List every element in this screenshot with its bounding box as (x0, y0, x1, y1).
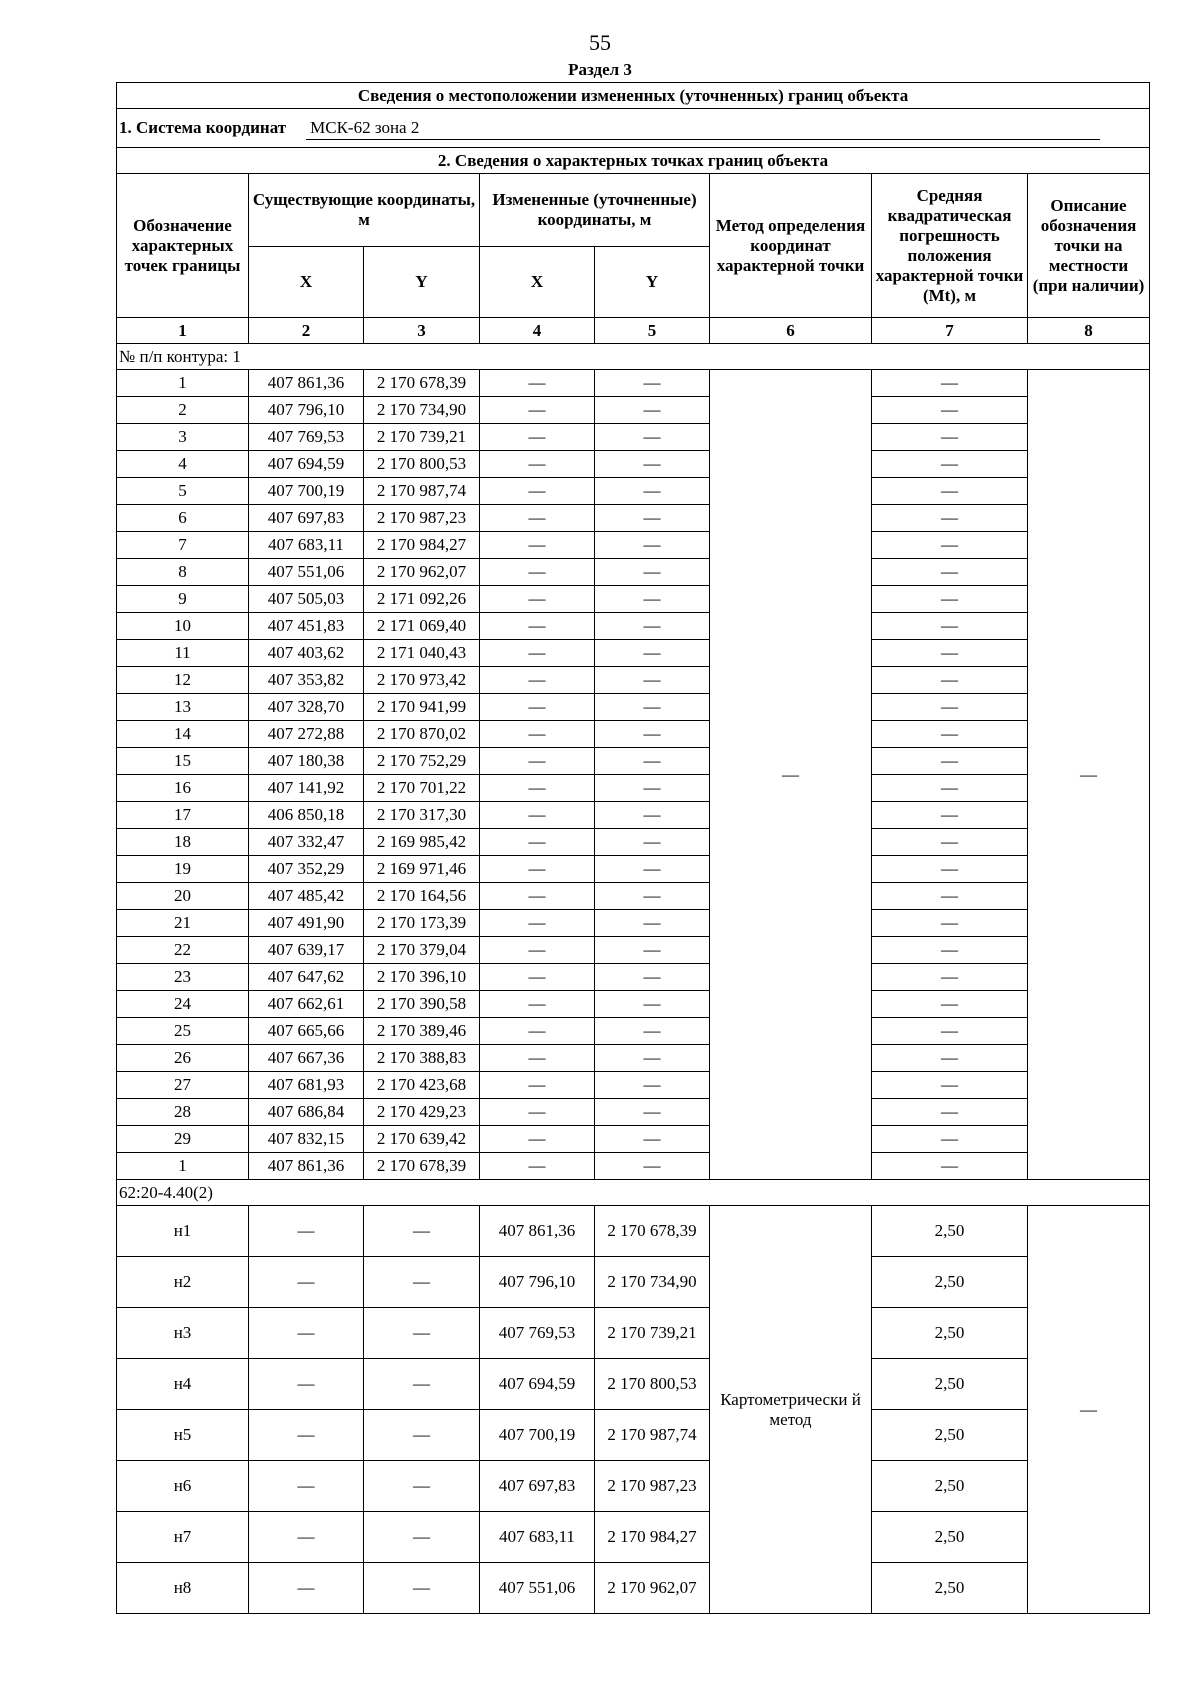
existing-y: — (364, 1308, 480, 1359)
changed-y: — (595, 478, 710, 505)
changed-x: — (480, 1018, 595, 1045)
error-cell: — (872, 991, 1028, 1018)
table-row (117, 532, 1150, 559)
existing-y: 2 170 984,27 (364, 532, 480, 559)
error-cell: — (872, 964, 1028, 991)
changed-y: — (595, 856, 710, 883)
changed-y: — (595, 424, 710, 451)
point-number: 23 (117, 964, 249, 991)
changed-x: — (480, 640, 595, 667)
changed-x: — (480, 829, 595, 856)
point-number: 12 (117, 667, 249, 694)
table-row (117, 1257, 1150, 1308)
error-cell: 2,50 (872, 1308, 1028, 1359)
changed-y: — (595, 694, 710, 721)
error-cell: — (872, 586, 1028, 613)
column-number: 8 (1028, 318, 1150, 344)
changed-y: — (595, 667, 710, 694)
existing-y: 2 170 164,56 (364, 883, 480, 910)
existing-x: 407 485,42 (249, 883, 364, 910)
changed-y: 2 170 800,53 (595, 1359, 710, 1410)
changed-x: — (480, 586, 595, 613)
table-row (117, 424, 1150, 451)
existing-x: 407 667,36 (249, 1045, 364, 1072)
changed-y: 2 170 987,74 (595, 1410, 710, 1461)
changed-x: — (480, 532, 595, 559)
error-cell: 2,50 (872, 1257, 1028, 1308)
existing-x: 407 686,84 (249, 1099, 364, 1126)
table-row (117, 1045, 1150, 1072)
table-row (117, 478, 1150, 505)
existing-y: 2 170 962,07 (364, 559, 480, 586)
point-number: 4 (117, 451, 249, 478)
error-cell: — (872, 370, 1028, 397)
changed-x: — (480, 1126, 595, 1153)
point-number: 24 (117, 991, 249, 1018)
table-row (117, 1126, 1150, 1153)
description-cell: — (1028, 370, 1150, 1180)
changed-y: — (595, 1018, 710, 1045)
existing-x: 407 861,36 (249, 1153, 364, 1180)
point-number: 11 (117, 640, 249, 667)
existing-x: 407 700,19 (249, 478, 364, 505)
existing-y: 2 170 396,10 (364, 964, 480, 991)
description-cell: — (1028, 1206, 1150, 1614)
section-label: Раздел 3 (568, 60, 632, 79)
existing-y: — (364, 1563, 480, 1614)
existing-x: — (249, 1359, 364, 1410)
changed-x: 407 769,53 (480, 1308, 595, 1359)
header-existing-y: Y (364, 247, 480, 318)
column-number: 7 (872, 318, 1028, 344)
table-row (117, 1206, 1150, 1257)
column-number: 3 (364, 318, 480, 344)
existing-x: 407 141,92 (249, 775, 364, 802)
changed-x: — (480, 1045, 595, 1072)
changed-x: 407 697,83 (480, 1461, 595, 1512)
changed-x: — (480, 478, 595, 505)
existing-y: — (364, 1461, 480, 1512)
changed-y: — (595, 937, 710, 964)
changed-y: — (595, 1126, 710, 1153)
changed-x: — (480, 1072, 595, 1099)
coordinate-system-row (117, 109, 1150, 148)
table-row (117, 856, 1150, 883)
existing-y: — (364, 1512, 480, 1563)
table-row (117, 1359, 1150, 1410)
existing-x: 407 180,38 (249, 748, 364, 775)
point-number: 19 (117, 856, 249, 883)
existing-x: — (249, 1308, 364, 1359)
error-cell: — (872, 910, 1028, 937)
changed-y: — (595, 910, 710, 937)
point-number: 2 (117, 397, 249, 424)
table-row (117, 829, 1150, 856)
changed-x: — (480, 991, 595, 1018)
column-number: 1 (117, 318, 249, 344)
existing-x: — (249, 1257, 364, 1308)
changed-y: — (595, 721, 710, 748)
existing-y: — (364, 1206, 480, 1257)
changed-x: — (480, 721, 595, 748)
changed-x: — (480, 748, 595, 775)
existing-x: 407 639,17 (249, 937, 364, 964)
existing-x: 407 647,62 (249, 964, 364, 991)
table-row (117, 694, 1150, 721)
error-cell: — (872, 640, 1028, 667)
table-row (117, 613, 1150, 640)
table-row (117, 721, 1150, 748)
error-cell: — (872, 937, 1028, 964)
changed-x: — (480, 559, 595, 586)
column-number: 4 (480, 318, 595, 344)
changed-x: 407 683,11 (480, 1512, 595, 1563)
error-cell: — (872, 883, 1028, 910)
existing-x: 407 332,47 (249, 829, 364, 856)
table-row (117, 397, 1150, 424)
error-cell: — (872, 424, 1028, 451)
point-number: 5 (117, 478, 249, 505)
changed-x: — (480, 856, 595, 883)
existing-x: 407 681,93 (249, 1072, 364, 1099)
existing-x: 407 328,70 (249, 694, 364, 721)
error-cell: — (872, 559, 1028, 586)
changed-y: — (595, 829, 710, 856)
error-cell: 2,50 (872, 1410, 1028, 1461)
changed-x: — (480, 910, 595, 937)
table-row (117, 802, 1150, 829)
existing-x: 407 662,61 (249, 991, 364, 1018)
existing-y: 2 170 870,02 (364, 721, 480, 748)
point-number: 1 (117, 1153, 249, 1180)
header-method: Метод определения координат характерной точки (710, 174, 872, 318)
changed-x: 407 551,06 (480, 1563, 595, 1614)
error-cell: — (872, 613, 1028, 640)
existing-y: 2 169 971,46 (364, 856, 480, 883)
existing-y: 2 170 429,23 (364, 1099, 480, 1126)
changed-y: — (595, 1072, 710, 1099)
changed-x: — (480, 505, 595, 532)
changed-y: 2 170 739,21 (595, 1308, 710, 1359)
table-row (117, 937, 1150, 964)
coordinate-system-label: 1. Система координат (119, 117, 287, 137)
method-cell: — (710, 370, 872, 1180)
point-number: 15 (117, 748, 249, 775)
changed-y: 2 170 984,27 (595, 1512, 710, 1563)
column-number: 6 (710, 318, 872, 344)
point-number: н6 (117, 1461, 249, 1512)
existing-x: 406 850,18 (249, 802, 364, 829)
table-row (117, 505, 1150, 532)
table-row (117, 910, 1150, 937)
point-number: 7 (117, 532, 249, 559)
point-number: 8 (117, 559, 249, 586)
table-row (117, 748, 1150, 775)
parcel-label: 62:20-4.40(2) (117, 1180, 1150, 1206)
existing-y: 2 170 379,04 (364, 937, 480, 964)
changed-y: — (595, 883, 710, 910)
point-number: 28 (117, 1099, 249, 1126)
existing-y: 2 170 423,68 (364, 1072, 480, 1099)
point-number: н7 (117, 1512, 249, 1563)
table-row (117, 1153, 1150, 1180)
error-cell: 2,50 (872, 1206, 1028, 1257)
changed-y: — (595, 370, 710, 397)
coordinates-table (116, 82, 1150, 1614)
table-row (117, 1072, 1150, 1099)
existing-y: 2 170 734,90 (364, 397, 480, 424)
existing-x: — (249, 1206, 364, 1257)
table-row (117, 1410, 1150, 1461)
header-point-designation: Обозначение характерных точек границы (117, 174, 249, 318)
table-row (117, 586, 1150, 613)
error-cell: 2,50 (872, 1461, 1028, 1512)
point-number: 22 (117, 937, 249, 964)
existing-y: 2 170 987,74 (364, 478, 480, 505)
point-number: н3 (117, 1308, 249, 1359)
method-cell: Картометрически й метод (710, 1206, 872, 1614)
error-cell: — (872, 694, 1028, 721)
point-number: 29 (117, 1126, 249, 1153)
changed-x: — (480, 613, 595, 640)
error-cell: — (872, 1018, 1028, 1045)
point-number: н4 (117, 1359, 249, 1410)
existing-y: 2 170 389,46 (364, 1018, 480, 1045)
table-row (117, 559, 1150, 586)
existing-x: 407 861,36 (249, 370, 364, 397)
existing-x: 407 451,83 (249, 613, 364, 640)
point-number: 6 (117, 505, 249, 532)
header-description: Описание обозначения точки на местности (при наличии) (1028, 174, 1150, 318)
existing-x: 407 694,59 (249, 451, 364, 478)
changed-y: — (595, 748, 710, 775)
existing-x: 407 665,66 (249, 1018, 364, 1045)
column-number: 2 (249, 318, 364, 344)
table-title: Сведения о местоположении измененных (уточненных) границ объекта (117, 83, 1150, 109)
existing-x: — (249, 1563, 364, 1614)
changed-y: — (595, 613, 710, 640)
points-subtitle: 2. Сведения о характерных точках границ объекта (117, 148, 1150, 174)
existing-x: 407 832,15 (249, 1126, 364, 1153)
existing-y: 2 170 941,99 (364, 694, 480, 721)
existing-x: — (249, 1461, 364, 1512)
existing-y: 2 170 752,29 (364, 748, 480, 775)
page-number: 55 (589, 30, 611, 55)
table-row (117, 667, 1150, 694)
existing-y: 2 171 069,40 (364, 613, 480, 640)
changed-y: — (595, 1153, 710, 1180)
error-cell: — (872, 478, 1028, 505)
changed-y: — (595, 397, 710, 424)
error-cell: — (872, 829, 1028, 856)
point-number: н1 (117, 1206, 249, 1257)
existing-x: 407 505,03 (249, 586, 364, 613)
error-cell: — (872, 397, 1028, 424)
header-existing-coords: Существующие координаты, м (249, 174, 480, 247)
existing-y: 2 171 092,26 (364, 586, 480, 613)
header-error: Средняя квадратическая погрешность положения характерной точки (Mt), м (872, 174, 1028, 318)
changed-x: — (480, 802, 595, 829)
error-cell: 2,50 (872, 1512, 1028, 1563)
error-cell: — (872, 505, 1028, 532)
changed-x: — (480, 775, 595, 802)
changed-y: — (595, 802, 710, 829)
changed-x: 407 861,36 (480, 1206, 595, 1257)
point-number: 9 (117, 586, 249, 613)
existing-x: 407 272,88 (249, 721, 364, 748)
point-number: 10 (117, 613, 249, 640)
existing-y: 2 170 800,53 (364, 451, 480, 478)
existing-y: 2 170 701,22 (364, 775, 480, 802)
changed-x: — (480, 397, 595, 424)
existing-x: 407 353,82 (249, 667, 364, 694)
changed-x: — (480, 370, 595, 397)
changed-y: 2 170 734,90 (595, 1257, 710, 1308)
changed-y: — (595, 775, 710, 802)
table-row (117, 640, 1150, 667)
error-cell: 2,50 (872, 1563, 1028, 1614)
point-number: 25 (117, 1018, 249, 1045)
changed-x: — (480, 451, 595, 478)
changed-y: — (595, 1045, 710, 1072)
error-cell: — (872, 1072, 1028, 1099)
changed-y: — (595, 532, 710, 559)
error-cell: — (872, 451, 1028, 478)
point-number: н8 (117, 1563, 249, 1614)
existing-y: — (364, 1359, 480, 1410)
point-number: 14 (117, 721, 249, 748)
existing-x: 407 697,83 (249, 505, 364, 532)
changed-x: — (480, 964, 595, 991)
point-number: 16 (117, 775, 249, 802)
existing-y: 2 170 678,39 (364, 1153, 480, 1180)
existing-x: 407 491,90 (249, 910, 364, 937)
table-row (117, 883, 1150, 910)
table-row (117, 1563, 1150, 1614)
table-row (117, 775, 1150, 802)
existing-x: 407 403,62 (249, 640, 364, 667)
changed-y: — (595, 991, 710, 1018)
existing-y: 2 171 040,43 (364, 640, 480, 667)
point-number: 18 (117, 829, 249, 856)
header-changed-y: Y (595, 247, 710, 318)
existing-x: 407 551,06 (249, 559, 364, 586)
changed-y: 2 170 678,39 (595, 1206, 710, 1257)
existing-x: 407 683,11 (249, 532, 364, 559)
error-cell: — (872, 721, 1028, 748)
changed-x: — (480, 883, 595, 910)
existing-y: — (364, 1410, 480, 1461)
existing-y: 2 170 388,83 (364, 1045, 480, 1072)
changed-y: 2 170 987,23 (595, 1461, 710, 1512)
error-cell: — (872, 667, 1028, 694)
changed-x: 407 796,10 (480, 1257, 595, 1308)
existing-y: 2 170 173,39 (364, 910, 480, 937)
changed-y: — (595, 586, 710, 613)
error-cell: — (872, 1045, 1028, 1072)
error-cell: 2,50 (872, 1359, 1028, 1410)
point-number: 3 (117, 424, 249, 451)
error-cell: — (872, 1153, 1028, 1180)
existing-y: 2 170 739,21 (364, 424, 480, 451)
error-cell: — (872, 775, 1028, 802)
existing-x: — (249, 1410, 364, 1461)
table-body (117, 83, 1150, 1614)
error-cell: — (872, 1099, 1028, 1126)
existing-y: 2 170 639,42 (364, 1126, 480, 1153)
changed-x: — (480, 424, 595, 451)
coordinate-system-value: МСК-62 зона 2 (306, 117, 1100, 140)
existing-y: 2 170 390,58 (364, 991, 480, 1018)
changed-x: 407 700,19 (480, 1410, 595, 1461)
existing-y: — (364, 1257, 480, 1308)
point-number: н5 (117, 1410, 249, 1461)
changed-y: — (595, 964, 710, 991)
header-changed-x: X (480, 247, 595, 318)
changed-x: — (480, 1099, 595, 1126)
changed-y: — (595, 505, 710, 532)
error-cell: — (872, 856, 1028, 883)
table-row (117, 1018, 1150, 1045)
existing-x: — (249, 1512, 364, 1563)
point-number: 27 (117, 1072, 249, 1099)
error-cell: — (872, 1126, 1028, 1153)
error-cell: — (872, 802, 1028, 829)
point-number: н2 (117, 1257, 249, 1308)
changed-x: 407 694,59 (480, 1359, 595, 1410)
changed-x: — (480, 694, 595, 721)
table-row (117, 964, 1150, 991)
table-row (117, 1512, 1150, 1563)
table-row (117, 451, 1150, 478)
header-existing-x: X (249, 247, 364, 318)
existing-y: 2 170 973,42 (364, 667, 480, 694)
changed-y: — (595, 1099, 710, 1126)
existing-x: 407 352,29 (249, 856, 364, 883)
header-changed-coords: Измененные (уточненные) координаты, м (480, 174, 710, 247)
table-row (117, 1099, 1150, 1126)
changed-y: 2 170 962,07 (595, 1563, 710, 1614)
changed-x: — (480, 937, 595, 964)
changed-y: — (595, 451, 710, 478)
point-number: 21 (117, 910, 249, 937)
changed-x: — (480, 1153, 595, 1180)
table-row (117, 1461, 1150, 1512)
point-number: 1 (117, 370, 249, 397)
existing-y: 2 170 678,39 (364, 370, 480, 397)
existing-x: 407 769,53 (249, 424, 364, 451)
error-cell: — (872, 532, 1028, 559)
point-number: 20 (117, 883, 249, 910)
column-number: 5 (595, 318, 710, 344)
changed-y: — (595, 640, 710, 667)
error-cell: — (872, 748, 1028, 775)
point-number: 17 (117, 802, 249, 829)
changed-x: — (480, 667, 595, 694)
contour-label: № п/п контура: 1 (117, 344, 1150, 370)
table-row (117, 1308, 1150, 1359)
existing-y: 2 170 317,30 (364, 802, 480, 829)
existing-y: 2 170 987,23 (364, 505, 480, 532)
point-number: 26 (117, 1045, 249, 1072)
table-row (117, 991, 1150, 1018)
table-row (117, 370, 1150, 397)
existing-x: 407 796,10 (249, 397, 364, 424)
point-number: 13 (117, 694, 249, 721)
changed-y: — (595, 559, 710, 586)
existing-y: 2 169 985,42 (364, 829, 480, 856)
